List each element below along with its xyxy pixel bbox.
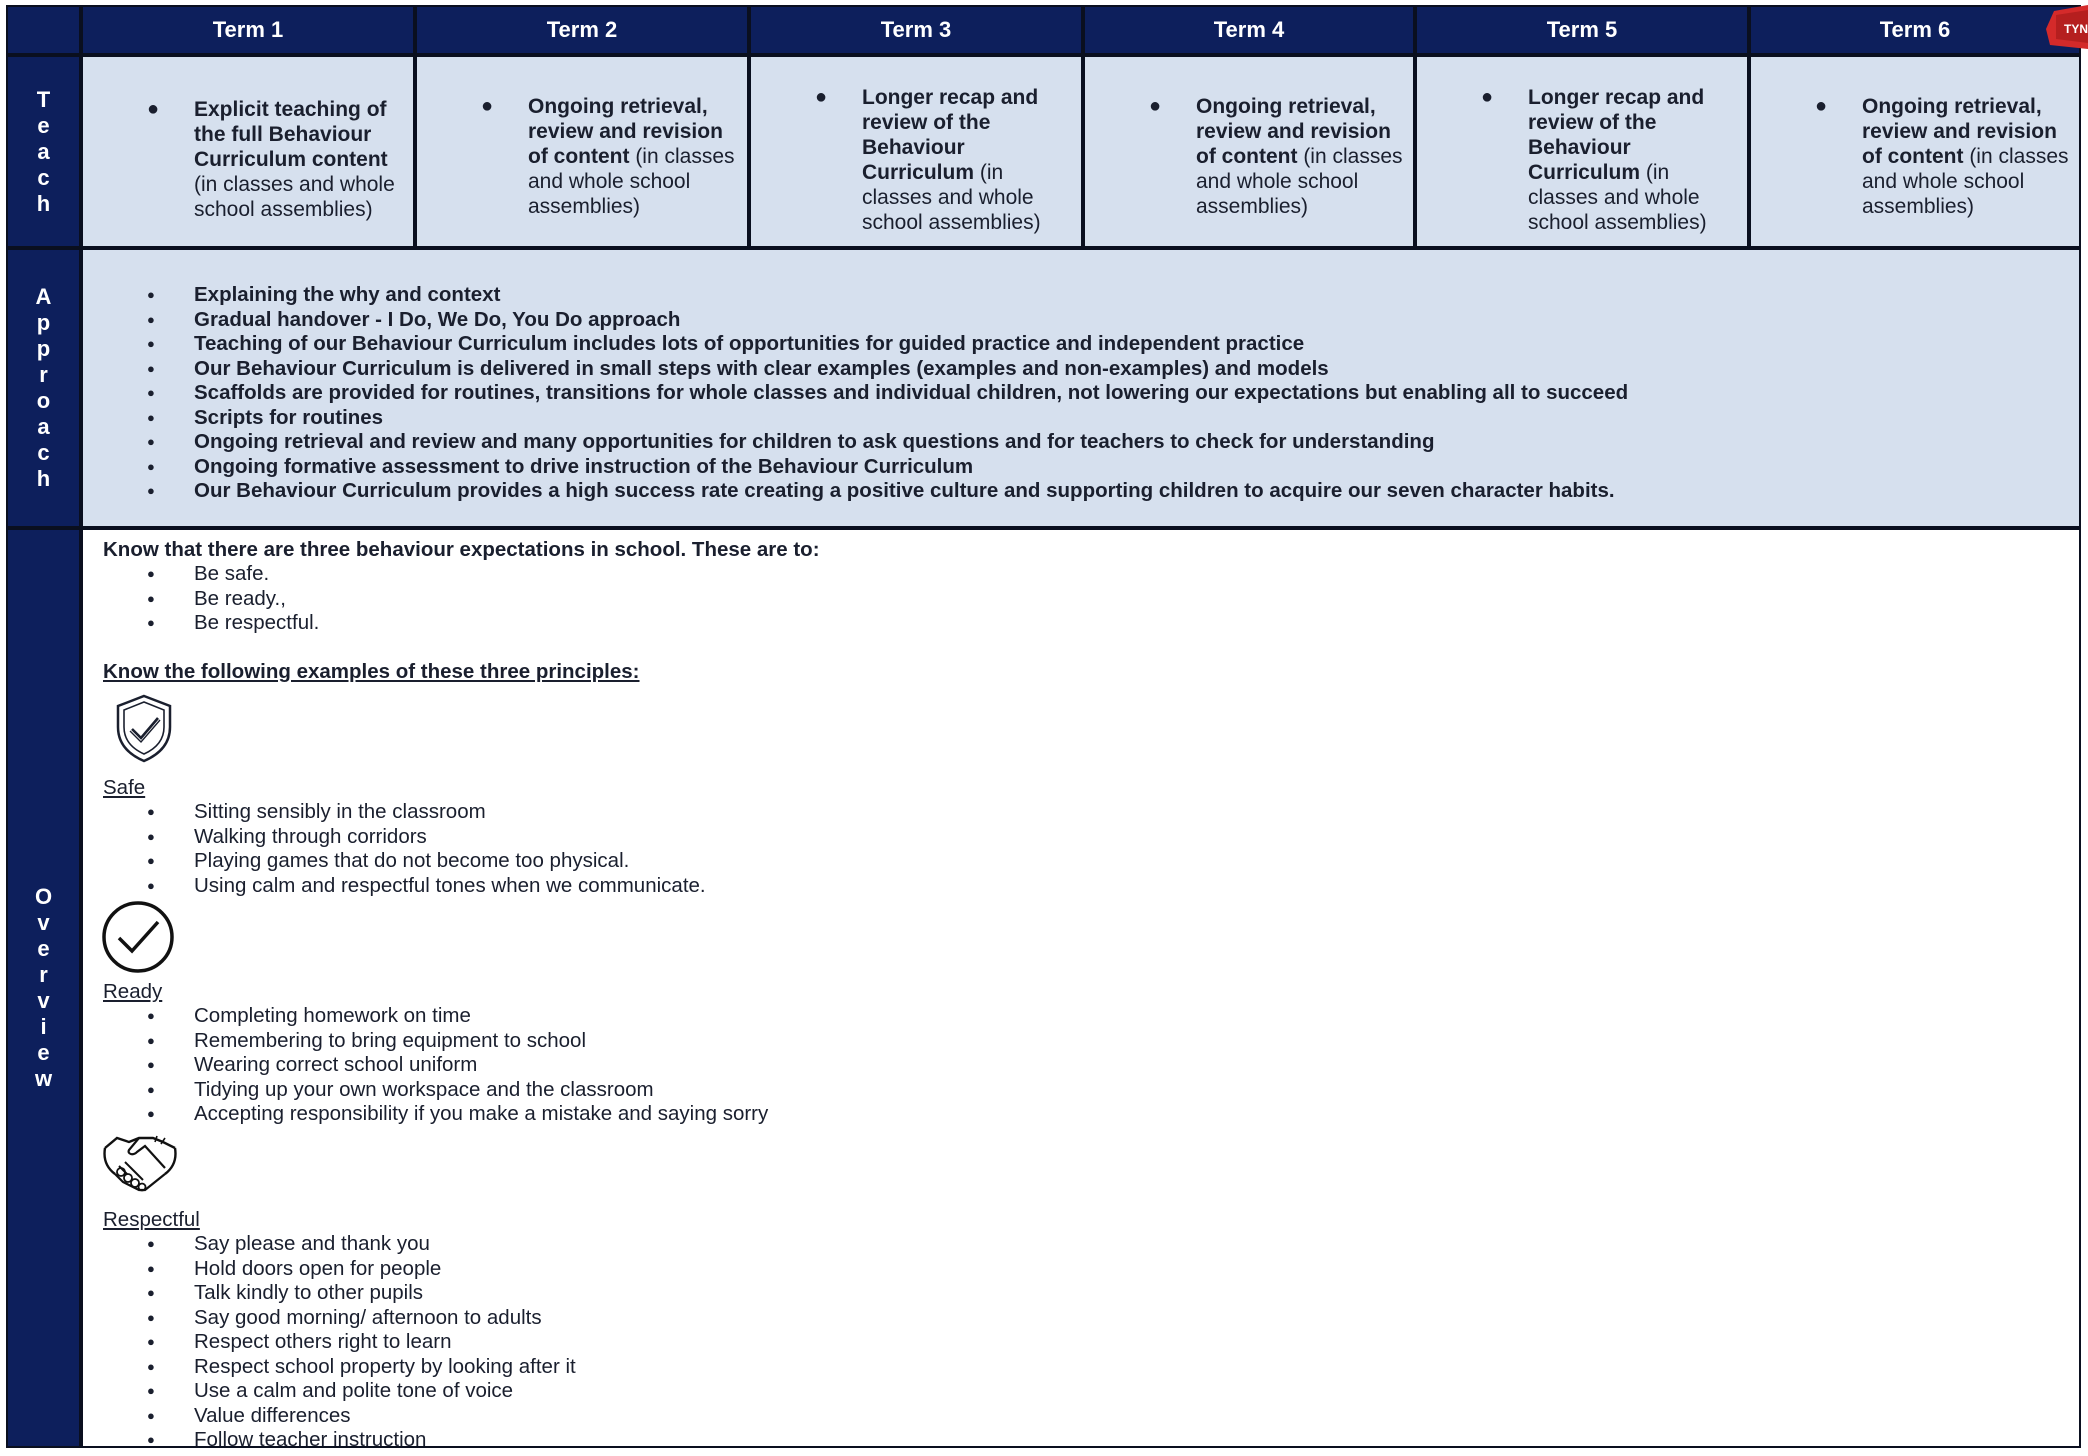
approach-cell [81, 248, 2081, 528]
term-1-header: Term 1 [81, 5, 415, 55]
list-item: ● Ongoing formative assessment to drive instruction of the Behaviour Curriculum [83, 455, 1628, 480]
bullet: ● [1481, 86, 1494, 108]
teach-label-letter: a [37, 138, 50, 164]
approach-list [83, 283, 1628, 504]
overview-label-letter: i [40, 1014, 47, 1039]
teach-term-2-rest: (in classes and whole school assemblies) [528, 145, 735, 218]
approach-label-letter: o [36, 388, 51, 413]
ready-label: Ready [103, 980, 163, 1003]
list-item: ● Respect others right to learn [83, 1330, 576, 1355]
teach-term-5-text [1528, 85, 1739, 235]
safe-label: Safe [103, 776, 146, 799]
teach-term-5-bold: Longer recap and review of the Behaviour Curriculum [1528, 86, 1705, 184]
list-item: ● Scaffolds are provided for routines, transitions for whole classes and individual children, not lowering our expectations but enabling all to succeed [83, 381, 1628, 406]
term-2-header: Term 2 [415, 5, 749, 55]
handshake-icon [101, 1128, 179, 1196]
list-item: ● Completing homework on time [83, 1004, 768, 1029]
teach-row-label [6, 55, 81, 248]
list-item: ● Gradual handover - I Do, We Do, You Do approach [83, 308, 1628, 333]
list-item: ● Be ready., [83, 587, 319, 612]
list-item: ● Say please and thank you [83, 1232, 576, 1257]
teach-term-1-bold: Explicit teaching of the full Behaviour Curriculum content [194, 98, 388, 171]
teach-term-4-bold: Ongoing retrieval, review and revision of content [1196, 95, 1391, 168]
list-item: ● Ongoing retrieval and review and many opportunities for children to ask questions and for teachers to check for understanding [83, 430, 1628, 455]
overview-label-letter: v [37, 988, 50, 1013]
safe-list [83, 800, 706, 898]
bullet: ● [147, 98, 160, 120]
approach-label-letter: r [39, 362, 48, 387]
respectful-list [83, 1232, 576, 1453]
teach-term-5-rest: (in classes and whole school assemblies) [1528, 161, 1707, 234]
list-item: ● Respect school property by looking after it [83, 1355, 576, 1380]
teach-term-6-bold: Ongoing retrieval, review and revision of content [1862, 95, 2057, 168]
header-corner [6, 5, 81, 55]
teach-term-6-cell [1749, 55, 2081, 248]
teach-term-3-text [862, 85, 1073, 235]
examples-heading: Know the following examples of these three principles: [103, 660, 640, 683]
list-item: ● Explaining the why and context [83, 283, 1628, 308]
bullet: ● [481, 95, 494, 117]
teach-label-letter: c [37, 164, 50, 190]
ready-list [83, 1004, 768, 1127]
teach-term-4-rest: (in classes and whole school assemblies) [1196, 145, 1403, 218]
list-item: ● Be respectful. [83, 611, 319, 636]
approach-label-letter: a [37, 414, 50, 439]
overview-row-label [6, 528, 81, 1448]
bullet: ● [1815, 95, 1828, 117]
teach-label-letter: e [37, 112, 50, 138]
teach-term-2-text [528, 94, 739, 219]
teach-term-6-text [1862, 94, 2071, 219]
approach-label-letter: A [35, 284, 52, 309]
overview-label-letter: v [37, 910, 50, 935]
list-item: ● Follow teacher instruction [83, 1428, 576, 1453]
teach-label-letter: T [36, 86, 51, 112]
overview-label-letter: e [37, 936, 50, 961]
overview-label-letter: w [34, 1066, 53, 1091]
teach-label-letter: h [36, 190, 51, 216]
list-item: ● Our Behaviour Curriculum is delivered in small steps with clear examples (examples and non-examples) and models [83, 357, 1628, 382]
list-item: ● Teaching of our Behaviour Curriculum includes lots of opportunities for guided practice and independent practice [83, 332, 1628, 357]
list-item: ● Use a calm and polite tone of voice [83, 1379, 576, 1404]
teach-term-4-cell [1083, 55, 1415, 248]
list-item: ● Be safe. [83, 562, 319, 587]
approach-label-letter: p [36, 310, 51, 335]
teach-term-2-cell [415, 55, 749, 248]
list-item: ● Walking through corridors [83, 825, 706, 850]
teach-term-4-text [1196, 94, 1405, 219]
overview-label-letter: r [39, 962, 48, 987]
overview-cell [81, 528, 2081, 1451]
expectations-list [83, 562, 319, 636]
term-5-header: Term 5 [1415, 5, 1749, 55]
teach-term-3-cell [749, 55, 1083, 248]
list-item: ● Remembering to bring equipment to school [83, 1029, 768, 1054]
list-item: ● Sitting sensibly in the classroom [83, 800, 706, 825]
teach-term-6-rest: (in classes and whole school assemblies) [1862, 145, 2069, 218]
teach-term-3-bold: Longer recap and review of the Behaviour Curriculum [862, 86, 1039, 184]
teach-term-3-rest: (in classes and whole school assemblies) [862, 161, 1041, 234]
approach-row-label [6, 248, 81, 528]
circle-check-icon [101, 900, 175, 974]
logo-text: TYN [2064, 22, 2088, 36]
school-logo [2044, 5, 2088, 49]
approach-label-letter: p [36, 336, 51, 361]
approach-label-letter: c [37, 440, 50, 465]
list-item: ● Tidying up your own workspace and the classroom [83, 1078, 768, 1103]
teach-term-2-bold: Ongoing retrieval, review and revision of content [528, 95, 723, 168]
teach-term-1-cell [81, 55, 415, 248]
list-item: ● Our Behaviour Curriculum provides a high success rate creating a positive culture and supporting children to acquire our seven character habits. [83, 479, 1628, 504]
term-4-header: Term 4 [1083, 5, 1415, 55]
approach-label-letter: h [36, 466, 51, 491]
overview-label-letter: e [37, 1040, 50, 1065]
term-3-header: Term 3 [749, 5, 1083, 55]
bullet: ● [815, 86, 828, 108]
term-6-header: Term 6 [1749, 5, 2081, 55]
overview-label-letter: O [34, 884, 53, 909]
teach-term-1-rest: (in classes and whole school assemblies) [194, 173, 395, 221]
teach-term-1-text [194, 97, 405, 222]
respectful-label: Respectful [103, 1208, 200, 1231]
list-item: ● Accepting responsibility if you make a mistake and saying sorry [83, 1102, 768, 1127]
shield-check-icon [113, 693, 175, 763]
bullet: ● [1149, 95, 1162, 117]
teach-term-5-cell [1415, 55, 1749, 248]
list-item: ● Talk kindly to other pupils [83, 1281, 576, 1306]
list-item: ● Hold doors open for people [83, 1257, 576, 1282]
list-item: ● Playing games that do not become too physical. [83, 849, 706, 874]
list-item: ● Say good morning/ afternoon to adults [83, 1306, 576, 1331]
list-item: ● Value differences [83, 1404, 576, 1429]
overview-intro: Know that there are three behaviour expectations in school. These are to: [103, 538, 820, 561]
behaviour-curriculum-table [6, 5, 2081, 1451]
list-item: ● Using calm and respectful tones when we communicate. [83, 874, 706, 899]
list-item: ● Scripts for routines [83, 406, 1628, 431]
list-item: ● Wearing correct school uniform [83, 1053, 768, 1078]
